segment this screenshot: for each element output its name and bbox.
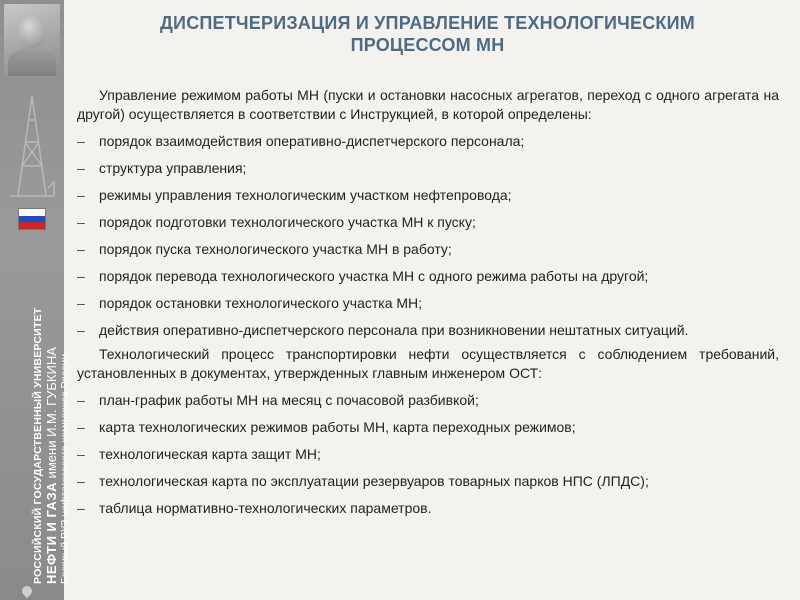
list-item	[77, 186, 779, 205]
bullet-dash: –	[77, 446, 85, 462]
oil-rig-icon	[8, 92, 56, 202]
list-item-text: карта технологических режимов работы МН, карта переходных режимов;	[99, 419, 576, 435]
bullet-dash: –	[77, 160, 85, 176]
list-item	[77, 132, 779, 151]
sidebar-banner	[0, 0, 71, 600]
bullet-dash: –	[77, 322, 85, 338]
list-item-text: порядок перевода технологического участка МН с одного режима работы на другой;	[99, 268, 649, 284]
list-item	[77, 213, 779, 232]
list-item-text: порядок пуска технологического участка МН в работу;	[99, 241, 452, 257]
portrait-head	[18, 14, 46, 48]
portrait-shoulders	[8, 48, 56, 76]
list-item-text: порядок подготовки технологического участка МН к пуску;	[99, 214, 476, 230]
list-item	[77, 294, 779, 313]
flag-stripe-white	[19, 209, 45, 216]
slide-title	[70, 12, 785, 56]
list-item	[77, 267, 779, 286]
flag-stripe-blue	[19, 216, 45, 223]
list-item-text: технологическая карта защит МН;	[99, 446, 321, 462]
title-line1: ДИСПЕТЧЕРИЗАЦИЯ И УПРАВЛЕНИЕ ТЕХНОЛОГИЧЕСКИМ	[160, 13, 695, 33]
bullet-dash: –	[77, 392, 85, 408]
portrait-image	[4, 4, 60, 76]
slide-main	[70, 0, 785, 600]
instruction-list	[77, 132, 779, 340]
bullet-dash: –	[77, 473, 85, 489]
list-item	[77, 321, 779, 340]
bullet-dash: –	[77, 133, 85, 149]
list-item	[77, 391, 779, 410]
bullet-dash: –	[77, 214, 85, 230]
russian-flag-icon	[18, 208, 46, 230]
list-item-text: технологическая карта по эксплуатации резервуаров товарных парков НПС (ЛПДС);	[99, 473, 649, 489]
university-line3: Базовый ВУЗ нефтегазового комплекса России	[59, 353, 71, 584]
bullet-dash: –	[77, 295, 85, 311]
bullet-dash: –	[77, 187, 85, 203]
list-item-text: режимы управления технологическим участком нефтепровода;	[99, 187, 512, 203]
oil-drop-icon	[20, 584, 34, 598]
list-item	[77, 472, 779, 491]
list-item-text: порядок взаимодействия оперативно-диспетчерского персонала;	[99, 133, 525, 149]
list-item-text: порядок остановки технологического участка МН;	[99, 295, 423, 311]
title-line2: ПРОЦЕССОМ МН	[350, 35, 505, 55]
bullet-dash: –	[77, 500, 85, 516]
list-item	[77, 418, 779, 437]
bullet-dash: –	[77, 241, 85, 257]
list-item-text: структура управления;	[99, 160, 247, 176]
university-line2-rest: имени И.М. ГУБКИНА	[44, 347, 59, 483]
flag-stripe-red	[19, 222, 45, 229]
bullet-dash: –	[77, 268, 85, 284]
paragraph-intro: Управление режимом работы МН (пуски и остановки насосных агрегатов, переход с одного агрегата на другой) осуществляется в соответствии с Инструкцией, в которой определены:	[77, 87, 779, 122]
bullet-dash: –	[77, 419, 85, 435]
list-item	[77, 499, 779, 518]
university-line2	[44, 234, 59, 584]
list-item-text: план-график работы МН на месяц с почасовой разбивкой;	[99, 392, 479, 408]
paragraph-process: Технологический процесс транспортировки нефти осуществляется с соблюдением требований, установленных в документах, утвержденных главным инженером ОСТ:	[77, 346, 779, 381]
university-line1: РОССИЙСКИЙ ГОСУДАРСТВЕННЫЙ УНИВЕРСИТЕТ	[32, 307, 44, 584]
university-name	[32, 234, 72, 584]
university-line2-bold: НЕФТИ И ГАЗА	[44, 482, 59, 584]
slide-body	[77, 86, 779, 518]
list-item-text: таблица нормативно-технологических параметров.	[99, 500, 432, 516]
list-item	[77, 240, 779, 259]
documents-list	[77, 391, 779, 518]
list-item-text: действия оперативно-диспетчерского персонала при возникновении нештатных ситуаций.	[99, 322, 689, 338]
list-item	[77, 445, 779, 464]
list-item	[77, 159, 779, 178]
